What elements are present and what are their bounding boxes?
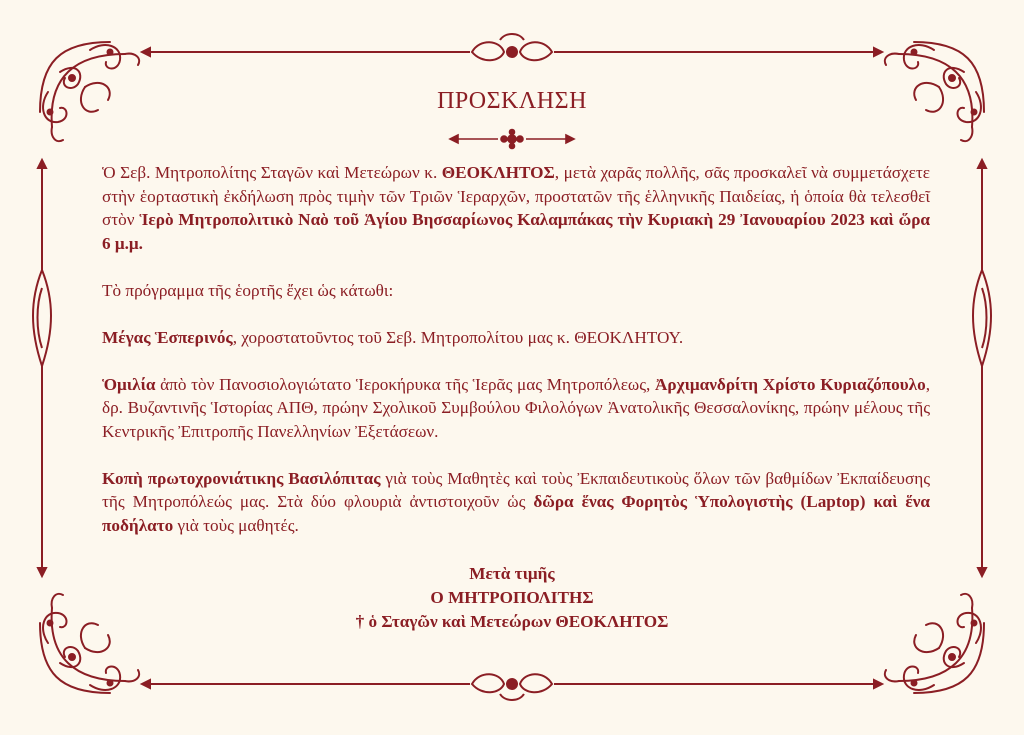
vespers-paragraph: [102, 326, 930, 350]
right-side-flourish: [973, 270, 991, 366]
bottom-arrow-left: [142, 680, 150, 688]
cake-bold-gifts: δῶρα ἕνας Φορητὸς Ὑπολογιστὴς (Laptop) καὶ ἕνα ποδήλατο: [102, 492, 930, 535]
vespers-text: , χοροστατοῦντος τοῦ Σεβ. Μητροπολίτου μας κ. ΘΕΟΚΛΗΤΟΥ.: [232, 327, 684, 347]
signature-block: [0, 562, 1024, 634]
left-arrow-top: [38, 160, 46, 168]
left-side-flourish: [33, 270, 51, 366]
top-arrow-left: [142, 48, 150, 56]
title-divider: [450, 130, 574, 149]
speech-bold-title: Ὁμιλία: [102, 374, 156, 394]
program-intro: Τὸ πρόγραμμα τῆς ἑορτῆς ἔχει ὡς κάτωθι:: [102, 280, 394, 300]
cake-text-1: γιὰ τοὺς Μαθητὲς καὶ τοὺς Ἐκπαιδευτικοὺς ὅλων τῶν βαθμίδων Ἐκπαίδευσης τῆς Μητροπόλεώς μας. Στὰ δύο φλουριὰ ἀντιστοιχοῦν ὡς: [102, 468, 931, 511]
intro-bold-metropolitan: ΘΕΟΚΛΗΤΟΣ: [441, 163, 555, 182]
page-title: ΠΡΟΣΚΛΗΣΗ: [437, 88, 587, 114]
bottom-center-flourish: [472, 674, 552, 700]
intro-text-1: Ὁ Σεβ. Μητροπολίτης Σταγῶν καὶ Μετεώρων κ.: [102, 163, 442, 182]
signature-line-1: Μετὰ τιμῆς: [469, 564, 555, 583]
vespers-bold: Μέγας Ἑσπερινός: [102, 327, 233, 347]
invitation-body: [102, 161, 930, 561]
intro-bold-venue: Ἱερὸ Μητροπολιτικὸ Ναὸ τοῦ Ἁγίου Βησσαρίωνος Καλαμπάκας τὴν Κυριακὴ 29 Ἰανουαρίου 2023 καὶ ὥρα 6 μ.μ.: [102, 210, 930, 253]
signature-line-3: † ὁ Σταγῶν καὶ Μετεώρων ΘΕΟΚΛΗΤΟΣ: [355, 612, 669, 631]
speech-text-1: ἀπὸ τὸν Πανοσιολογιώτατο Ἱεροκήρυκα τῆς Ἱερᾶς μας Μητροπόλεως,: [155, 374, 656, 394]
top-arrow-right: [874, 48, 882, 56]
right-arrow-top: [978, 160, 986, 168]
top-center-flourish: [472, 34, 552, 60]
cake-text-2: γιὰ τοὺς μαθητές.: [173, 515, 299, 535]
intro-text-2: , μετὰ χαρᾶς πολλῆς, σᾶς προσκαλεῖ νὰ συμμετάσχετε στὴν ἑορταστικὴ ἐκδήλωση πρὸς τιμὴν τῶν Τριῶν Ἱεραρχῶν, προστατῶν τῆς ἑλληνικῆς Παιδείας, ἡ ὁποία θὰ τελεσθεῖ στὸν: [102, 163, 930, 229]
cake-paragraph: [102, 467, 930, 538]
intro-paragraph: [102, 161, 930, 255]
bottom-arrow-right: [874, 680, 882, 688]
cake-bold-title: Κοπὴ πρωτοχρονιάτικης Βασιλόπιτας: [102, 468, 381, 488]
speech-paragraph: [102, 373, 930, 444]
signature-line-2: Ο ΜΗΤΡΟΠΟΛΙΤΗΣ: [430, 588, 594, 607]
speech-bold-speaker: Ἀρχιμανδρίτη Χρίστο Κυριαζόπουλο: [655, 374, 926, 394]
speech-text-2: , δρ. Βυζαντινῆς Ἱστορίας ΑΠΘ, πρώην Σχολικοῦ Συμβούλου Φιλολόγων Ἀνατολικῆς Θεσσαλονίκης, πρώην μέλους τῆς Κεντρικῆς Ἐπιτροπῆς Πανελληνίων Ἐξετάσεων.: [102, 374, 930, 441]
